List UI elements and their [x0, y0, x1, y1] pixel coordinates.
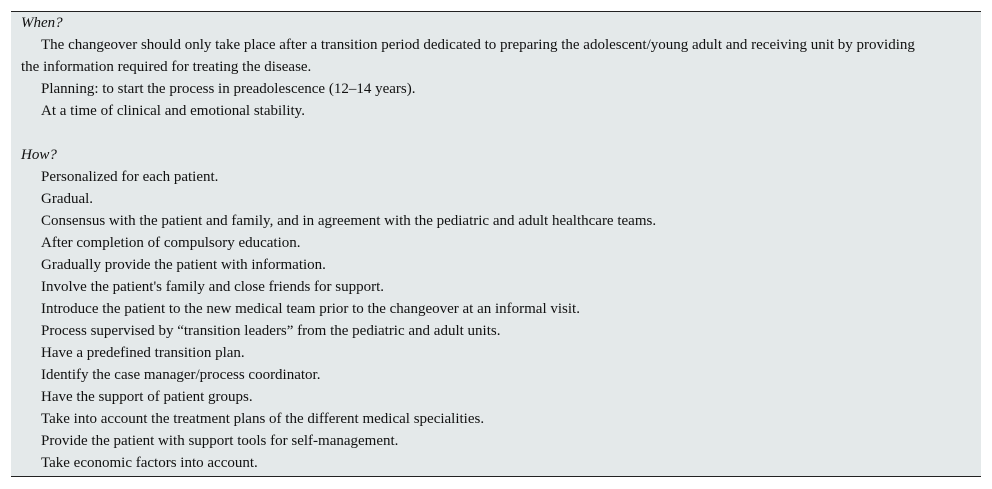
how-item: Take economic factors into account. — [41, 455, 258, 471]
how-item: Gradually provide the patient with information. — [41, 257, 326, 273]
how-item: Process supervised by “transition leaders” from the pediatric and adult units. — [41, 323, 501, 339]
how-item: After completion of compulsory education. — [41, 235, 301, 251]
how-item: Personalized for each patient. — [41, 169, 219, 185]
when-item: At a time of clinical and emotional stability. — [41, 103, 305, 119]
how-item: Introduce the patient to the new medical team prior to the changeover at an informal visit. — [41, 301, 580, 317]
how-item: Take into account the treatment plans of the different medical specialities. — [41, 411, 485, 427]
how-item: Gradual. — [41, 191, 94, 207]
when-item: Planning: to start the process in preadolescence (12–14 years). — [41, 81, 416, 97]
when-heading: When? — [21, 15, 63, 31]
how-item: Have the support of patient groups. — [41, 389, 253, 405]
how-item: Identify the case manager/process coordinator. — [41, 367, 321, 383]
how-heading: How? — [21, 147, 57, 163]
when-paragraph: The changeover should only take place after a transition period dedicated to preparing the adolescent/young adult and receiving unit by providing the information required for treating the disease. — [21, 37, 915, 75]
how-item: Involve the patient's family and close friends for support. — [41, 279, 385, 295]
how-item: Provide the patient with support tools for self-management. — [41, 433, 399, 449]
how-item: Have a predefined transition plan. — [41, 345, 245, 361]
transition-table — [11, 11, 981, 477]
how-item: Consensus with the patient and family, and in agreement with the pediatric and adult healthcare teams. — [41, 213, 657, 229]
